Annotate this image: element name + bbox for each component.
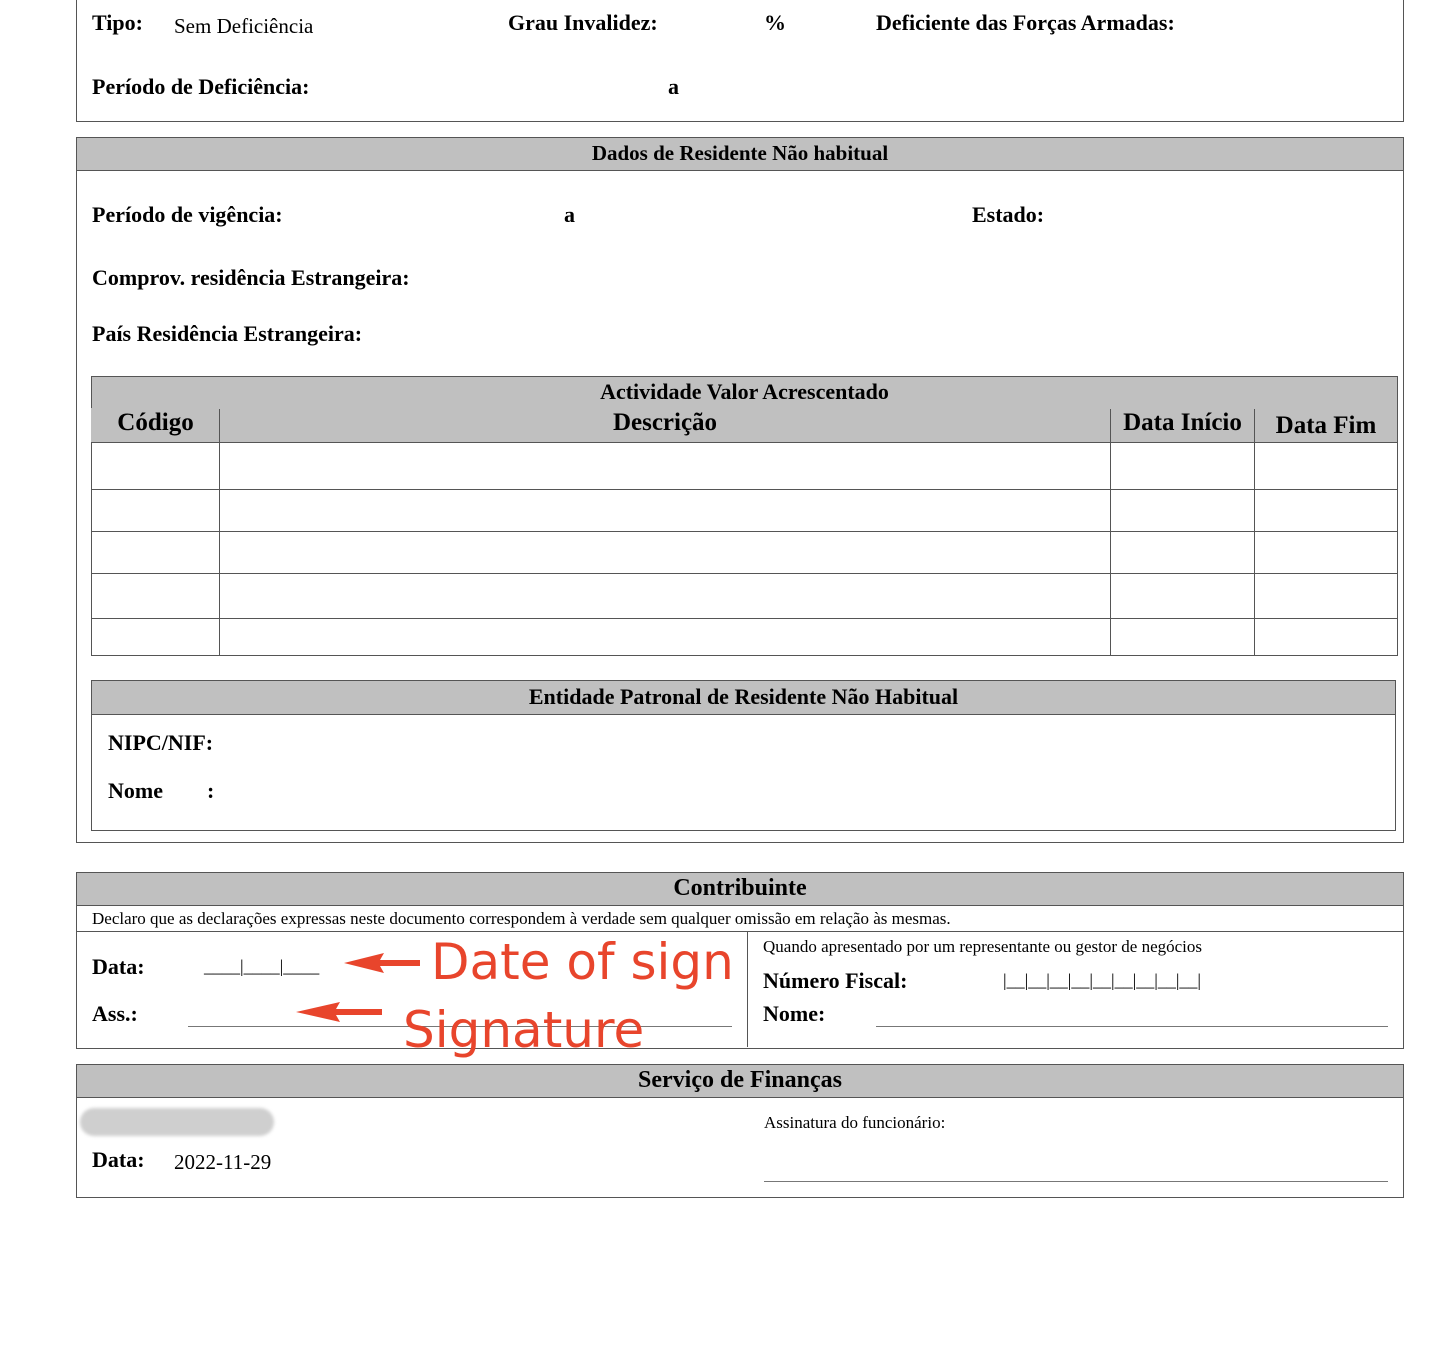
estado-label: Estado:: [972, 202, 1045, 227]
assinatura-funcionario-label: Assinatura do funcionário:: [764, 1113, 946, 1132]
table-row-divider: [92, 618, 1397, 619]
nhr-section-title: Dados de Residente Não habitual: [591, 141, 889, 165]
finance-data-value: 2022-11-29: [174, 1150, 272, 1174]
finance-section-title: Serviço de Finanças: [638, 1067, 842, 1093]
taxpayer-section-header: [76, 872, 1404, 906]
employer-section-header: [91, 680, 1396, 715]
table-row-divider: [92, 489, 1397, 490]
nipc-nif-label: NIPC/NIF:: [108, 730, 214, 755]
taxpayer-data-label: Data:: [92, 954, 145, 979]
finance-section-header: [76, 1064, 1404, 1098]
grau-invalidez-label: Grau Invalidez:: [508, 10, 658, 35]
vigencia-label: Período de vigência:: [92, 202, 283, 227]
taxpayer-section-title: Contribuinte: [673, 875, 807, 901]
col-header-data-fim: Data Fim: [1275, 412, 1377, 439]
signature-arrow-icon: [296, 1001, 382, 1023]
declaration-divider: [77, 931, 1403, 932]
representative-nome-line[interactable]: [876, 1026, 1388, 1027]
periodo-deficiencia-label: Período de Deficiência:: [92, 74, 310, 99]
comprov-residencia-label: Comprov. residência Estrangeira:: [92, 265, 410, 290]
representative-nome-label: Nome:: [763, 1001, 826, 1026]
col-header-codigo: Código: [117, 409, 194, 436]
table-row-divider: [92, 573, 1397, 574]
vigencia-sep: a: [564, 202, 575, 227]
declaration-text: Declaro que as declarações expressas neste documento correspondem à verdade sem qualquer omissão em relação às mesmas.: [92, 909, 951, 928]
col-header-descricao: Descrição: [612, 409, 718, 436]
representative-note: Quando apresentado por um representante ou gestor de negócios: [763, 937, 1203, 956]
employer-nome-label: Nome: [108, 778, 163, 803]
employer-nome-colon: :: [207, 778, 215, 803]
numero-fiscal-boxes[interactable]: |__|__|__|__|__|__|__|__|__|: [1003, 970, 1202, 990]
numero-fiscal-label: Número Fiscal:: [763, 968, 908, 993]
col-header-data-inicio: Data Início: [1123, 409, 1242, 436]
date-annotation: Date of sign: [431, 933, 734, 991]
taxpayer-column-divider: [747, 932, 748, 1047]
taxpayer-ass-label: Ass.:: [92, 1001, 138, 1026]
forcas-armadas-label: Deficiente das Forças Armadas:: [876, 10, 1175, 35]
pais-residencia-label: País Residência Estrangeira:: [92, 321, 363, 346]
activity-table-title: Actividade Valor Acrescentado: [600, 379, 889, 404]
periodo-deficiencia-sep: a: [668, 74, 679, 99]
signing-date-field[interactable]: ____|____|____: [204, 956, 320, 976]
tipo-label: Tipo:: [92, 10, 143, 35]
date-arrow-icon: [344, 952, 420, 974]
activity-table-header: [91, 376, 1398, 410]
finance-data-label: Data:: [92, 1147, 145, 1172]
grau-percent-unit: %: [764, 10, 786, 35]
tipo-value: Sem Deficiência: [174, 14, 314, 38]
nhr-section-header: [76, 137, 1404, 171]
employer-section-title: Entidade Patronal de Residente Não Habitual: [528, 684, 959, 709]
signature-annotation: Signature: [403, 1001, 645, 1059]
funcionario-signature-line[interactable]: [764, 1181, 1388, 1182]
table-row-divider: [92, 531, 1397, 532]
redacted-field: [80, 1108, 274, 1136]
